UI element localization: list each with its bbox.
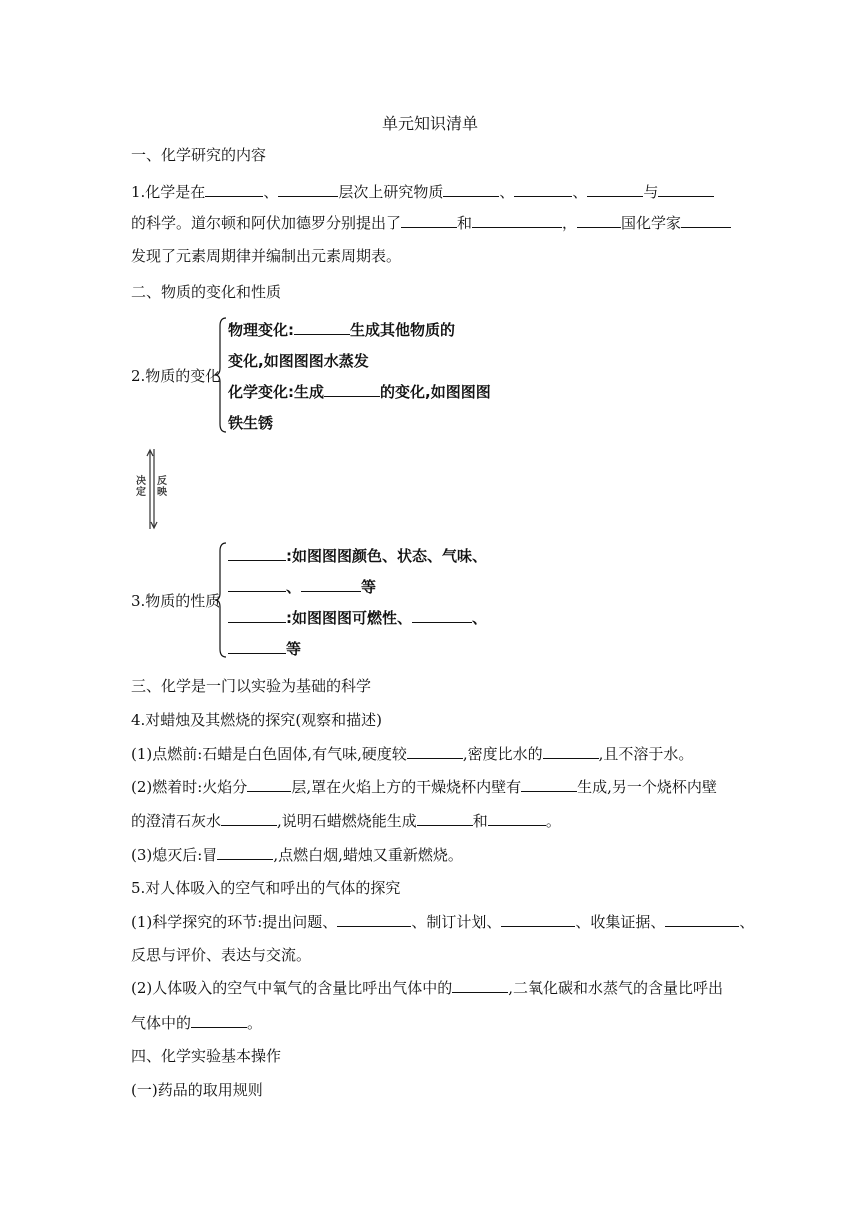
text: 、 [263, 183, 279, 201]
question-5: 5.对人体吸入的空气和呼出的气体的探究 [131, 879, 401, 897]
section-4-heading: 四、化学实验基本操作 [131, 1047, 282, 1065]
blank [221, 811, 277, 826]
question-5-1-line-1 [131, 912, 754, 932]
physical-property-line-2 [228, 577, 376, 597]
decide-reflect-arrows [133, 447, 173, 531]
chemical-property-line-1 [228, 608, 487, 628]
change-label: 2.物质的变化 [131, 367, 221, 385]
blank [301, 577, 361, 592]
blank [407, 744, 463, 759]
blank [658, 182, 714, 197]
chemical-property-line-2 [228, 639, 301, 659]
paragraph-1-line-3: 发现了元素周期律并编制出元素周期表。 [131, 247, 402, 265]
blank [472, 213, 562, 228]
blank [205, 182, 263, 197]
blank [228, 639, 286, 654]
blank [521, 777, 577, 792]
text: 和 [472, 812, 488, 830]
blank [488, 811, 546, 826]
decide-label: 决定 [136, 476, 146, 498]
blank [514, 182, 572, 197]
text: 气体中的 [131, 1014, 192, 1032]
blank [324, 382, 380, 397]
text: 、 [286, 578, 302, 596]
text: :如图图图颜色、状态、气味、 [286, 547, 487, 565]
text: ， [562, 214, 578, 232]
text: 与 [643, 183, 659, 201]
text: (2)人体吸入的空气中氧气的含量比呼出气体中的 [131, 979, 453, 997]
blank [577, 213, 621, 228]
blank [452, 978, 508, 993]
blank [543, 744, 599, 759]
text: 层,罩在火焰上方的干燥烧杯内壁有 [291, 778, 522, 796]
text: 、 [499, 183, 515, 201]
text: ,密度比水的 [462, 745, 543, 763]
question-5-2-line-2 [131, 1013, 262, 1033]
brace-icon [214, 541, 228, 659]
blank [217, 845, 273, 860]
text: 、制订计划、 [411, 913, 502, 931]
question-4: 4.对蜡烛及其燃烧的探究(观察和描述) [131, 711, 383, 729]
text: 和 [457, 214, 473, 232]
question-4-3 [131, 845, 463, 865]
text: 、 [739, 913, 755, 931]
text: 、收集证据、 [575, 913, 666, 931]
question-4-2-line-2 [131, 811, 561, 831]
paragraph-1-line-2 [131, 213, 731, 233]
text: 。 [247, 1014, 263, 1032]
physical-property-line-1 [228, 546, 487, 566]
text: 等 [361, 578, 377, 596]
blank [681, 213, 731, 228]
question-5-1-line-2: 反思与评价、表达与交流。 [131, 946, 312, 964]
blank [337, 912, 411, 927]
blank [412, 608, 472, 623]
blank [191, 1013, 247, 1028]
text: (1)科学探究的环节:提出问题、 [131, 913, 338, 931]
blank [587, 182, 643, 197]
subsection-1-heading: (一)药品的取用规则 [131, 1081, 263, 1099]
property-label: 3.物质的性质 [131, 592, 221, 610]
blank [247, 777, 291, 792]
text: 、 [572, 183, 588, 201]
question-5-2-line-1 [131, 978, 723, 998]
text: 国化学家 [621, 214, 682, 232]
physical-change-line-1 [228, 320, 455, 340]
blank [228, 577, 286, 592]
text: 等 [286, 640, 302, 658]
text: ,且不溶于水。 [598, 745, 694, 763]
text: 的科学。道尔顿和阿伏加德罗分别提出了 [131, 214, 402, 232]
text: (1)点燃前:石蜡是白色固体,有气味,硬度较 [131, 745, 407, 763]
text: 化学变化:生成 [228, 383, 324, 401]
section-1-heading: 一、化学研究的内容 [131, 146, 267, 164]
text: 生成,另一个烧杯内壁 [577, 778, 717, 796]
text: 生成其他物质的 [350, 321, 456, 339]
text: :如图图图可燃性、 [286, 609, 412, 627]
chemical-change-line-2: 铁生锈 [228, 414, 274, 432]
text: (2)燃着时:火焰分 [131, 778, 248, 796]
text: 的澄清石灰水 [131, 812, 222, 830]
text: ,点燃白烟,蜡烛又重新燃烧。 [273, 846, 463, 864]
text: 层次上研究物质 [338, 183, 444, 201]
blank [294, 320, 350, 335]
text: 、 [472, 609, 488, 627]
blank [501, 912, 575, 927]
text: 的变化,如图图图 [380, 383, 491, 401]
text: 1.化学是在 [131, 183, 206, 201]
reflect-label: 反映 [157, 476, 167, 498]
section-2-heading: 二、物质的变化和性质 [131, 283, 282, 301]
text: 物理变化: [228, 321, 294, 339]
text: 。 [545, 812, 561, 830]
text: ,说明石蜡燃烧能生成 [277, 812, 417, 830]
blank [665, 912, 739, 927]
physical-change-line-2: 变化,如图图图水蒸发 [228, 352, 369, 370]
blank [443, 182, 499, 197]
blank [401, 213, 457, 228]
text: ,二氧化碳和水蒸气的含量比呼出 [508, 979, 724, 997]
section-3-heading: 三、化学是一门以实验为基础的科学 [131, 677, 372, 695]
blank [228, 546, 286, 561]
question-4-1 [131, 744, 693, 764]
text: (3)熄灭后:冒 [131, 846, 218, 864]
blank [417, 811, 473, 826]
paragraph-1-line-1 [131, 182, 714, 202]
blank [278, 182, 338, 197]
brace-icon [214, 316, 228, 434]
blank [228, 608, 286, 623]
page-title: 单元知识清单 [381, 114, 478, 133]
chemical-change-line-1 [228, 382, 491, 402]
question-4-2-line-1 [131, 777, 717, 797]
